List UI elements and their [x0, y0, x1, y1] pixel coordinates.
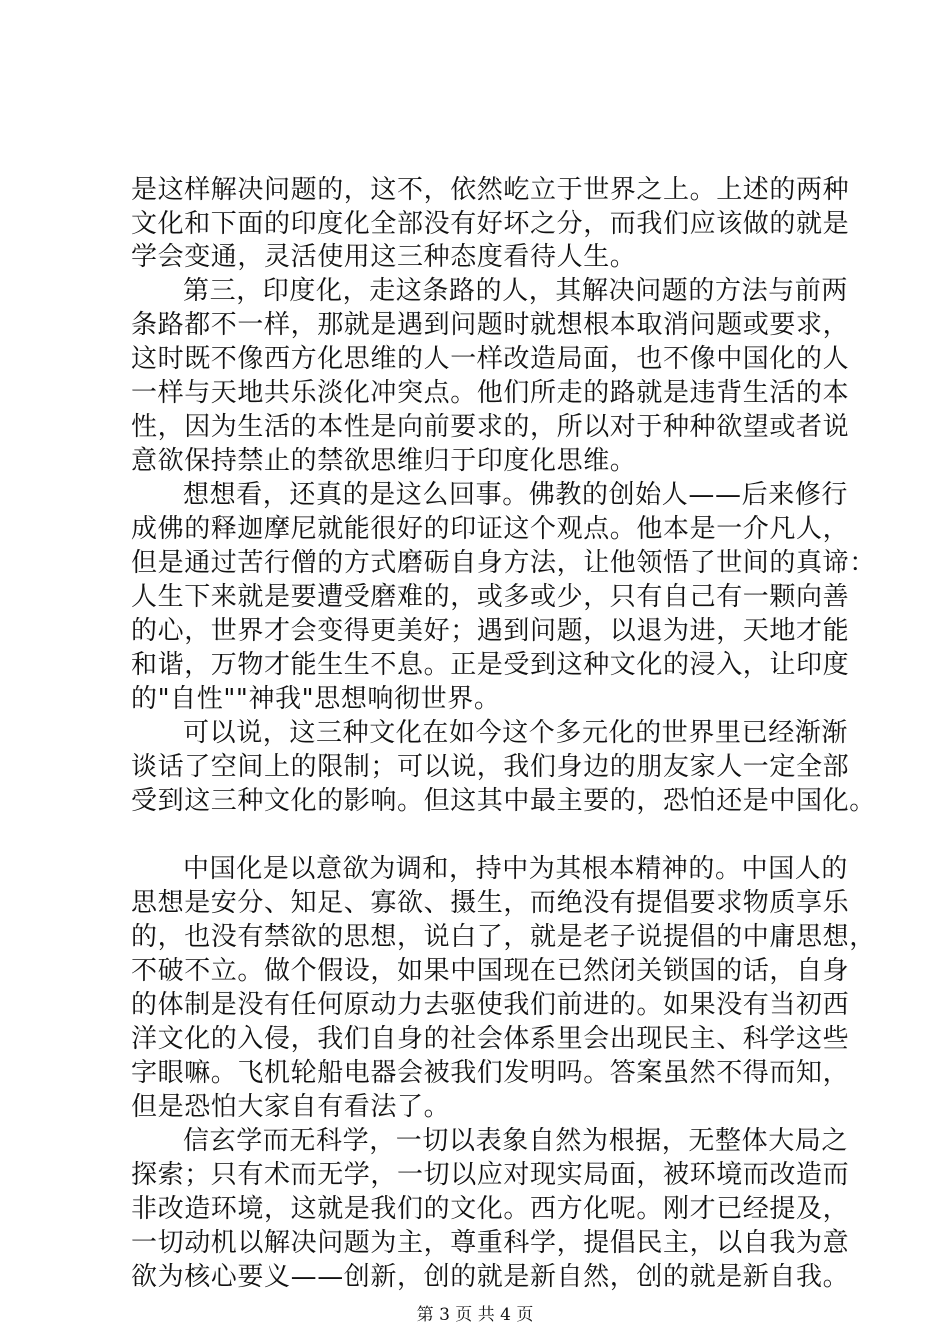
text-line: 的，也没有禁欲的思想，说白了，就是老子说提倡的中庸思想， [131, 922, 876, 952]
text-line: 非改造环境，这就是我们的文化。西方化呢。刚才已经提及， [131, 1194, 850, 1224]
text-line: 成佛的释迦摩尼就能很好的印证这个观点。他本是一介凡人， [131, 514, 850, 544]
text-line: 思想是安分、知足、寡欲、摄生，而绝没有提倡要求物质享乐 [131, 888, 850, 918]
text-line: 中国化是以意欲为调和，持中为其根本精神的。中国人的 [183, 854, 849, 884]
text-line: 谈话了空间上的限制；可以说，我们身边的朋友家人一定全部 [131, 752, 850, 782]
text-line: 的心，世界才会变得更美好；遇到问题，以退为进，天地才能 [131, 616, 850, 646]
text-line: 人生下来就是要遭受磨难的，或多或少，只有自己有一颗向善 [131, 582, 850, 612]
text-line: 意欲保持禁止的禁欲思维归于印度化思维。 [131, 446, 637, 476]
text-line: 文化和下面的印度化全部没有好坏之分，而我们应该做的就是 [131, 209, 850, 239]
text-line: 的体制是没有任何原动力去驱使我们前进的。如果没有当初西 [131, 990, 850, 1020]
text-line: 信玄学而无科学，一切以表象自然为根据，无整体大局之 [183, 1126, 849, 1156]
text-line: 的"自性""神我"思想响彻世界。 [131, 684, 501, 714]
text-line: 是这样解决问题的，这不，依然屹立于世界之上。上述的两种 [131, 175, 850, 205]
text-line: 这时既不像西方化思维的人一样改造局面，也不像中国化的人 [131, 344, 850, 374]
text-line: 一切动机以解决问题为主，尊重科学，提倡民主，以自我为意 [131, 1228, 850, 1258]
text-line: 探索；只有术而无学，一切以应对现实局面，被环境而改造而 [131, 1160, 850, 1190]
text-line: 不破不立。做个假设，如果中国现在已然闭关锁国的话，自身 [131, 956, 850, 986]
text-line: 可以说，这三种文化在如今这个多元化的世界里已经渐渐 [183, 718, 849, 748]
text-line: 但是通过苦行僧的方式磨砺自身方法，让他领悟了世间的真谛： [131, 548, 876, 578]
text-line: 条路都不一样，那就是遇到问题时就想根本取消问题或要求， [131, 310, 850, 340]
text-line: 洋文化的入侵，我们自身的社会体系里会出现民主、科学这些 [131, 1024, 850, 1054]
text-line: 性，因为生活的本性是向前要求的，所以对于种种欲望或者说 [131, 412, 850, 442]
text-line: 想想看，还真的是这么回事。佛教的创始人——后来修行 [183, 480, 849, 510]
text-line: 字眼嘛。飞机轮船电器会被我们发明吗。答案虽然不得而知， [131, 1058, 850, 1088]
text-line: 受到这三种文化的影响。但这其中最主要的，恐怕还是中国化。 [131, 786, 876, 816]
text-line: 一样与天地共乐淡化冲突点。他们所走的路就是违背生活的本 [131, 378, 850, 408]
text-line: 和谐，万物才能生生不息。正是受到这种文化的浸入，让印度 [131, 650, 850, 680]
text-line: 学会变通，灵活使用这三种态度看待人生。 [131, 242, 637, 272]
text-line: 欲为核心要义——创新，创的就是新自然，创的就是新自我。 [131, 1262, 850, 1292]
text-line: 但是恐怕大家自有看法了。 [131, 1092, 451, 1122]
text-line: 第三，印度化，走这条路的人，其解决问题的方法与前两 [183, 276, 849, 306]
page-number-footer: 第 3 页 共 4 页 [416, 1305, 534, 1325]
